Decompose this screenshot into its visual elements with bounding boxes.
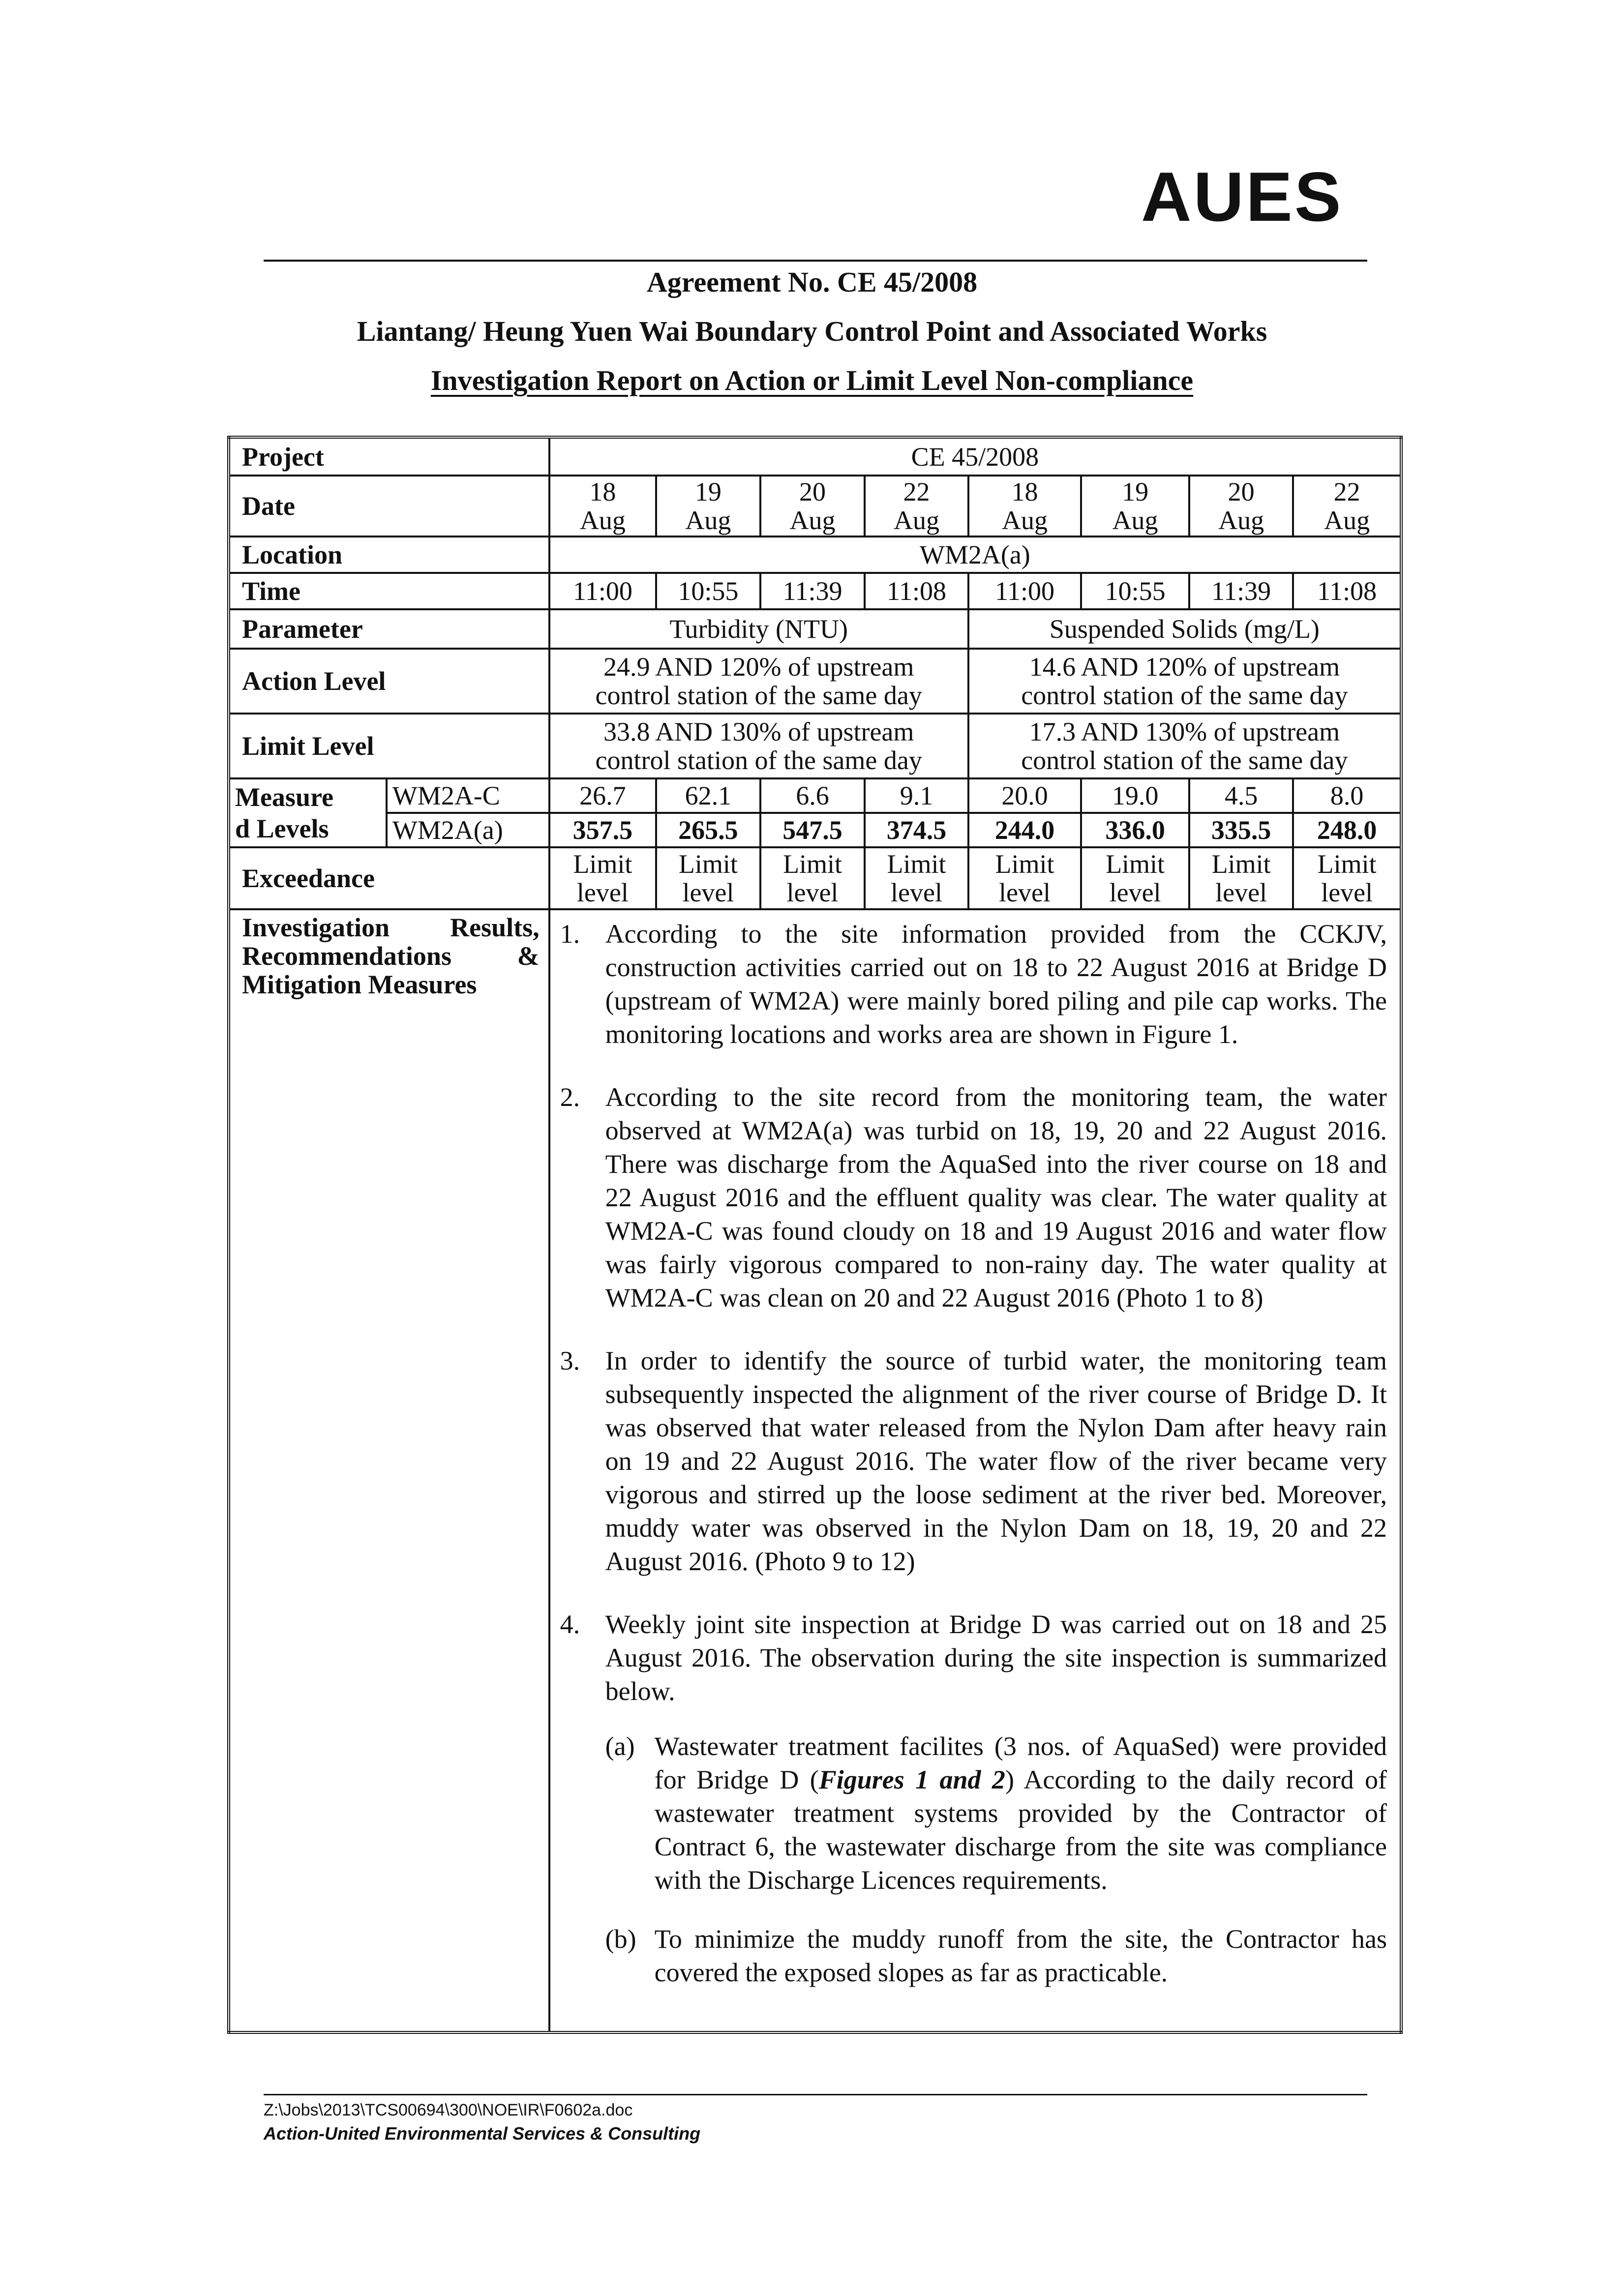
date-cell: 20 Aug [1189, 476, 1293, 537]
measured-value: 26.7 [549, 778, 657, 813]
parameter-suspended-solids: Suspended Solids (mg/L) [968, 609, 1401, 649]
measured-value: 9.1 [865, 778, 968, 813]
finding-3: 3. In order to identify the source of turbid water, the monitoring team subsequently inspected the alignment of the river course of Bridge D. It was observed that water released from the Nylon Dam after heavy rain on 19 and 22 August 2016. The water flow of the river became very vigorous and stirred up the loose sediment at the river bed. Moreover, muddy water was observed in the Nylon Dam on 18, 19, 20 and 22 August 2016. (Photo 9 to 12) [560, 1346, 1387, 1576]
header-rule [264, 260, 1367, 262]
project-name: Liantang/ Heung Yuen Wai Boundary Control Point and Associated Works [357, 315, 1267, 347]
date-cell: 19 Aug [1081, 476, 1189, 537]
measured-value-exceed: 244.0 [968, 813, 1082, 847]
finding-1: 1. According to the site information provided from the CCKJV, construction activities carried out on 18 to 22 August 2016 at Bridge D (upstream of WM2A) were mainly bored piling and pile cap works. The monitoring locations and works area are shown in Figure 1. [560, 919, 1387, 1049]
measured-value-exceed: 357.5 [549, 813, 657, 847]
label-time: Time [229, 573, 549, 609]
station-impact: WM2A(a) [387, 813, 549, 847]
exceedance-cell: Limit level [1189, 847, 1293, 909]
label-location: Location [229, 537, 549, 573]
row-exceedance [229, 847, 1401, 909]
location-value: WM2A(a) [549, 537, 1401, 573]
measured-value-exceed: 336.0 [1081, 813, 1189, 847]
exceedance-cell: Limit level [760, 847, 865, 909]
date-cell: 22 Aug [1293, 476, 1401, 537]
measured-value-exceed: 374.5 [865, 813, 968, 847]
time-cell: 11:08 [1293, 573, 1401, 609]
row-measured-control [229, 778, 1401, 813]
measured-value: 62.1 [656, 778, 760, 813]
time-cell: 10:55 [656, 573, 760, 609]
project-value: CE 45/2008 [549, 437, 1401, 476]
finding-4a: (a) Wastewater treatment facilites (3 nos. of AquaSed) were provided for Bridge D (Figures 1 and 2) According to the daily record of wastewater treatment systems provided by the Contractor of Contract 6, the wastewater discharge from the site was compliance with the Discharge Licences requirements. [605, 1731, 1387, 1895]
exceedance-cell: Limit level [549, 847, 657, 909]
time-cell: 11:39 [1189, 573, 1293, 609]
exceedance-cell: Limit level [865, 847, 968, 909]
row-project [229, 437, 1401, 476]
measured-value: 19.0 [1081, 778, 1189, 813]
measured-value: 4.5 [1189, 778, 1293, 813]
company-logo: AUES [1141, 158, 1343, 236]
measured-value-exceed: 335.5 [1189, 813, 1293, 847]
station-control: WM2A-C [387, 778, 549, 813]
report-title: Investigation Report on Action or Limit Level Non-compliance [430, 364, 1194, 396]
time-cell: 11:00 [549, 573, 657, 609]
investigation-findings [549, 909, 1401, 2032]
label-parameter: Parameter [229, 609, 549, 649]
date-cell: 19 Aug [656, 476, 760, 537]
finding-2: 2. According to the site record from the monitoring team, the water observed at WM2A(a) was turbid on 18, 19, 20 and 22 August 2016. There was discharge from the AquaSed into the river course on 18 and 22 August 2016 and the effluent quality was clear. The water quality at WM2A-C was found cloudy on 18 and 19 August 2016 and water flow was fairly vigorous compared to non-rainy day. The water quality at WM2A-C was clean on 20 and 22 August 2016 (Photo 1 to 8) [560, 1082, 1387, 1312]
time-cell: 11:00 [968, 573, 1082, 609]
footer-rule [264, 2094, 1367, 2095]
label-limit-level: Limit Level [229, 714, 549, 778]
measured-value-exceed: 547.5 [760, 813, 865, 847]
measured-value: 20.0 [968, 778, 1082, 813]
finding-4-subitems [560, 1729, 1387, 1989]
label-exceedance: Exceedance [229, 847, 549, 909]
footer-file-path: Z:\Jobs\2013\TCS00694\300\NOE\IR\F0602a.doc [264, 2101, 633, 2119]
label-measured-levels: Measure d Levels [229, 778, 387, 847]
exceedance-cell: Limit level [656, 847, 760, 909]
row-investigation [229, 909, 1401, 2032]
measured-value-exceed: 248.0 [1293, 813, 1401, 847]
label-action-level: Action Level [229, 649, 549, 714]
measured-value: 8.0 [1293, 778, 1401, 813]
time-cell: 11:39 [760, 573, 865, 609]
row-time [229, 573, 1401, 609]
row-measured-impact [229, 813, 1401, 847]
label-project: Project [229, 437, 549, 476]
limit-level-ss: 17.3 AND 130% of upstream control station of the same day [968, 714, 1401, 778]
row-parameter [229, 609, 1401, 649]
exceedance-cell: Limit level [1293, 847, 1401, 909]
date-cell: 18 Aug [968, 476, 1082, 537]
row-date [229, 476, 1401, 537]
finding-4b: (b) To minimize the muddy runoff from the site, the Contractor has covered the exposed slopes as far as practicable. [605, 1924, 1387, 1987]
label-investigation: Investigation Results, Recommendations & Mitigation Measures [229, 909, 549, 2032]
agreement-number: Agreement No. CE 45/2008 [646, 266, 978, 298]
measured-value: 6.6 [760, 778, 865, 813]
row-action-level [229, 649, 1401, 714]
action-level-turbidity: 24.9 AND 120% of upstream control station of the same day [549, 649, 968, 714]
exceedance-cell: Limit level [968, 847, 1082, 909]
date-cell: 18 Aug [549, 476, 657, 537]
time-cell: 10:55 [1081, 573, 1189, 609]
row-location [229, 537, 1401, 573]
row-limit-level [229, 714, 1401, 778]
limit-level-turbidity: 33.8 AND 130% of upstream control station of the same day [549, 714, 968, 778]
time-cell: 11:08 [865, 573, 968, 609]
finding-4: 4. Weekly joint site inspection at Bridge D was carried out on 18 and 25 August 2016. The observation during the site inspection is summarized below. [560, 1610, 1387, 1706]
action-level-ss: 14.6 AND 120% of upstream control station of the same day [968, 649, 1401, 714]
date-cell: 22 Aug [865, 476, 968, 537]
label-date: Date [229, 476, 549, 537]
measured-value-exceed: 265.5 [656, 813, 760, 847]
footer-company: Action-United Environmental Services & Consulting [264, 2123, 701, 2144]
parameter-turbidity: Turbidity (NTU) [549, 609, 968, 649]
date-cell: 20 Aug [760, 476, 865, 537]
investigation-table [227, 436, 1403, 2034]
exceedance-cell: Limit level [1081, 847, 1189, 909]
